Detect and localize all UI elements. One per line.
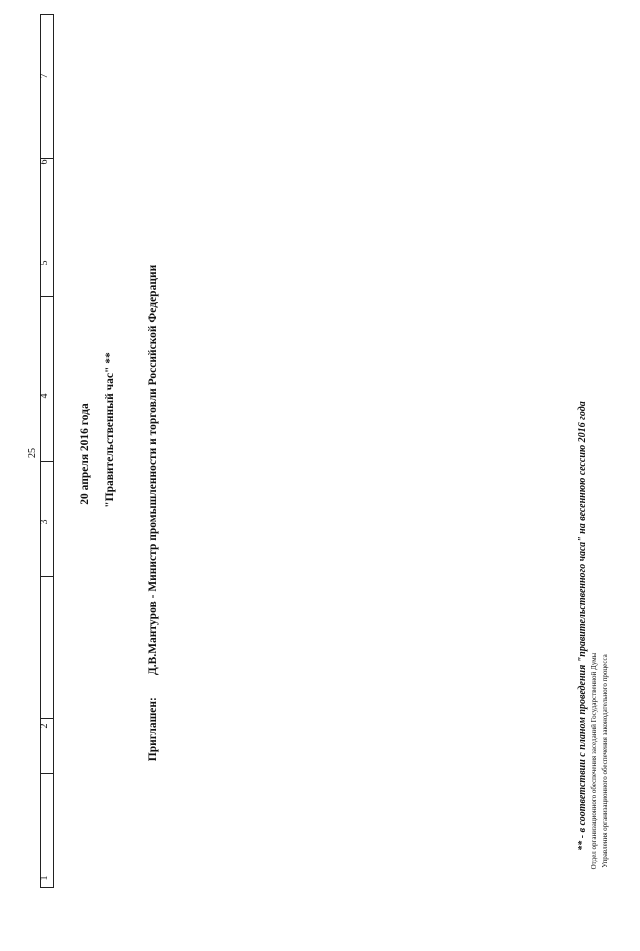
column-separator (41, 576, 53, 577)
event-title: "Правительственный час" ** (104, 352, 116, 508)
column-number-2: 2 (39, 723, 50, 729)
invited-label: Приглашен: (147, 697, 159, 762)
session-date: 20 апреля 2016 года (79, 403, 91, 505)
invited-line (145, 163, 161, 863)
column-separator (41, 461, 53, 462)
invited-person: Д.В.Мантуров - Министр промышленности и торговли Российской Федерации (147, 264, 159, 676)
column-number-4: 4 (39, 393, 50, 399)
column-separator (41, 773, 53, 774)
column-number-7: 7 (39, 73, 50, 79)
column-number-5: 5 (39, 260, 50, 266)
column-number-3: 3 (39, 519, 50, 525)
department-line-1: Отдел организационного обеспечения заседаний Государственной Думы (590, 652, 598, 870)
column-separator (41, 296, 53, 297)
column-number-1: 1 (39, 875, 50, 881)
page-number: 25 (27, 448, 38, 458)
column-number-6: 6 (39, 159, 50, 165)
footnote: ** - в соответствии с планом проведения "правительственного часа" на весеннюю сессию 2016 года (577, 401, 588, 851)
header-table (40, 14, 54, 888)
department-line-2: Управления организационного обеспечения законодательного процесса (601, 654, 609, 868)
